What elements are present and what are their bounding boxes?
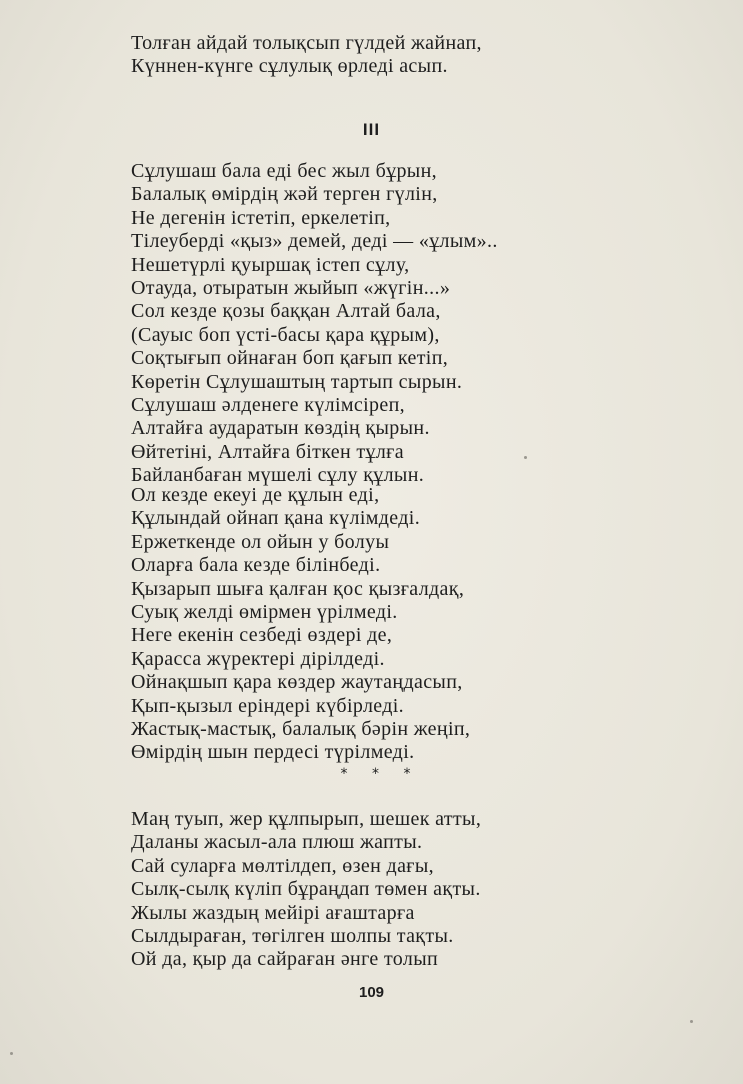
paper-speck [524, 456, 527, 459]
paper-speck [10, 1052, 13, 1055]
verse-line: Ол кезде екеуі де құлын еді, [131, 484, 380, 506]
page-number: 109 [358, 984, 385, 1001]
verse-line: Сылқ-сылқ күліп бұраңдап төмен ақты. [131, 878, 481, 901]
verse-line: Ой да, қыр да сайраған әнге толып [131, 948, 439, 971]
verse-line: Сұлушаш әлденеге күлімсіреп, [131, 394, 406, 417]
verse-line: Қып-қызыл еріндері күбірледі. [131, 694, 405, 717]
verse-line: Қарасса жүректері дірілдеді. [131, 647, 385, 670]
verse-line: Толған айдай толықсып гүлдей жайнап, [131, 32, 482, 54]
verse-line: Соқтығып ойнаған боп қағып кетіп, [131, 347, 449, 370]
section-separator: * * * [340, 766, 421, 782]
verse-line: Даланы жасыл-ала плюш жапты. [131, 831, 423, 854]
verse-line: Алтайға аударатын көздің қырын. [131, 417, 430, 440]
verse-line: Қызарып шыға қалған қос қызғалдақ, [131, 577, 465, 600]
verse-line: Балалық өмірдің жәй терген гүлін, [131, 183, 438, 206]
stanza [131, 808, 481, 972]
verse-line: Өйтетіні, Алтайға біткен тұлға [131, 440, 404, 463]
verse-line: Отауда, отыратын жыйып «жүгін...» [131, 277, 451, 300]
verse-line: Көретін Сұлушаштың тартып сырын. [131, 370, 463, 393]
verse-line: Ержеткенде ол ойын у болуы [131, 530, 390, 553]
verse-line: Маң туып, жер құлпырып, шешек атты, [131, 808, 482, 830]
paper-speck [690, 1020, 693, 1023]
verse-line: Байланбаған мүшелі сұлу құлын. [131, 464, 425, 487]
verse-line: Сылдыраған, төгілген шолпы тақты. [131, 925, 454, 948]
verse-line: Өмірдің шын пердесі түрілмеді. [131, 741, 415, 764]
verse-line: Не дегенін істетіп, еркелетіп, [131, 206, 391, 229]
stanza [131, 32, 482, 79]
stanza [131, 484, 470, 765]
verse-line: Сай суларға мөлтілдеп, өзен дағы, [131, 854, 434, 877]
verse-line: Тілеуберді «қыз» демей, деді — «ұлым».. [131, 230, 498, 253]
verse-line: Сұлушаш бала еді бес жыл бұрын, [131, 160, 437, 182]
stanza [131, 160, 498, 488]
section-heading: III [362, 120, 381, 139]
verse-line: Күннен-күнге сұлулық өрледі асып. [131, 55, 448, 78]
verse-line: Нешетүрлі қуыршақ істеп сұлу, [131, 253, 410, 276]
verse-line: (Сауыс боп үсті-басы қара құрым), [131, 323, 440, 346]
verse-line: Неге екенін сезбеді өздері де, [131, 624, 393, 647]
verse-line: Жылы жаздың мейірі ағаштарға [131, 901, 415, 924]
verse-line: Жастық-мастық, балалық бәрін жеңіп, [131, 718, 471, 741]
verse-line: Сол кезде қозы баққан Алтай бала, [131, 300, 441, 323]
verse-line: Суық желді өмірмен үрілмеді. [131, 601, 398, 624]
verse-line: Құлындай ойнап қана күлімдеді. [131, 507, 421, 530]
verse-line: Оларға бала кезде білінбеді. [131, 554, 381, 577]
verse-line: Ойнақшып қара көздер жаутаңдасып, [131, 671, 463, 694]
